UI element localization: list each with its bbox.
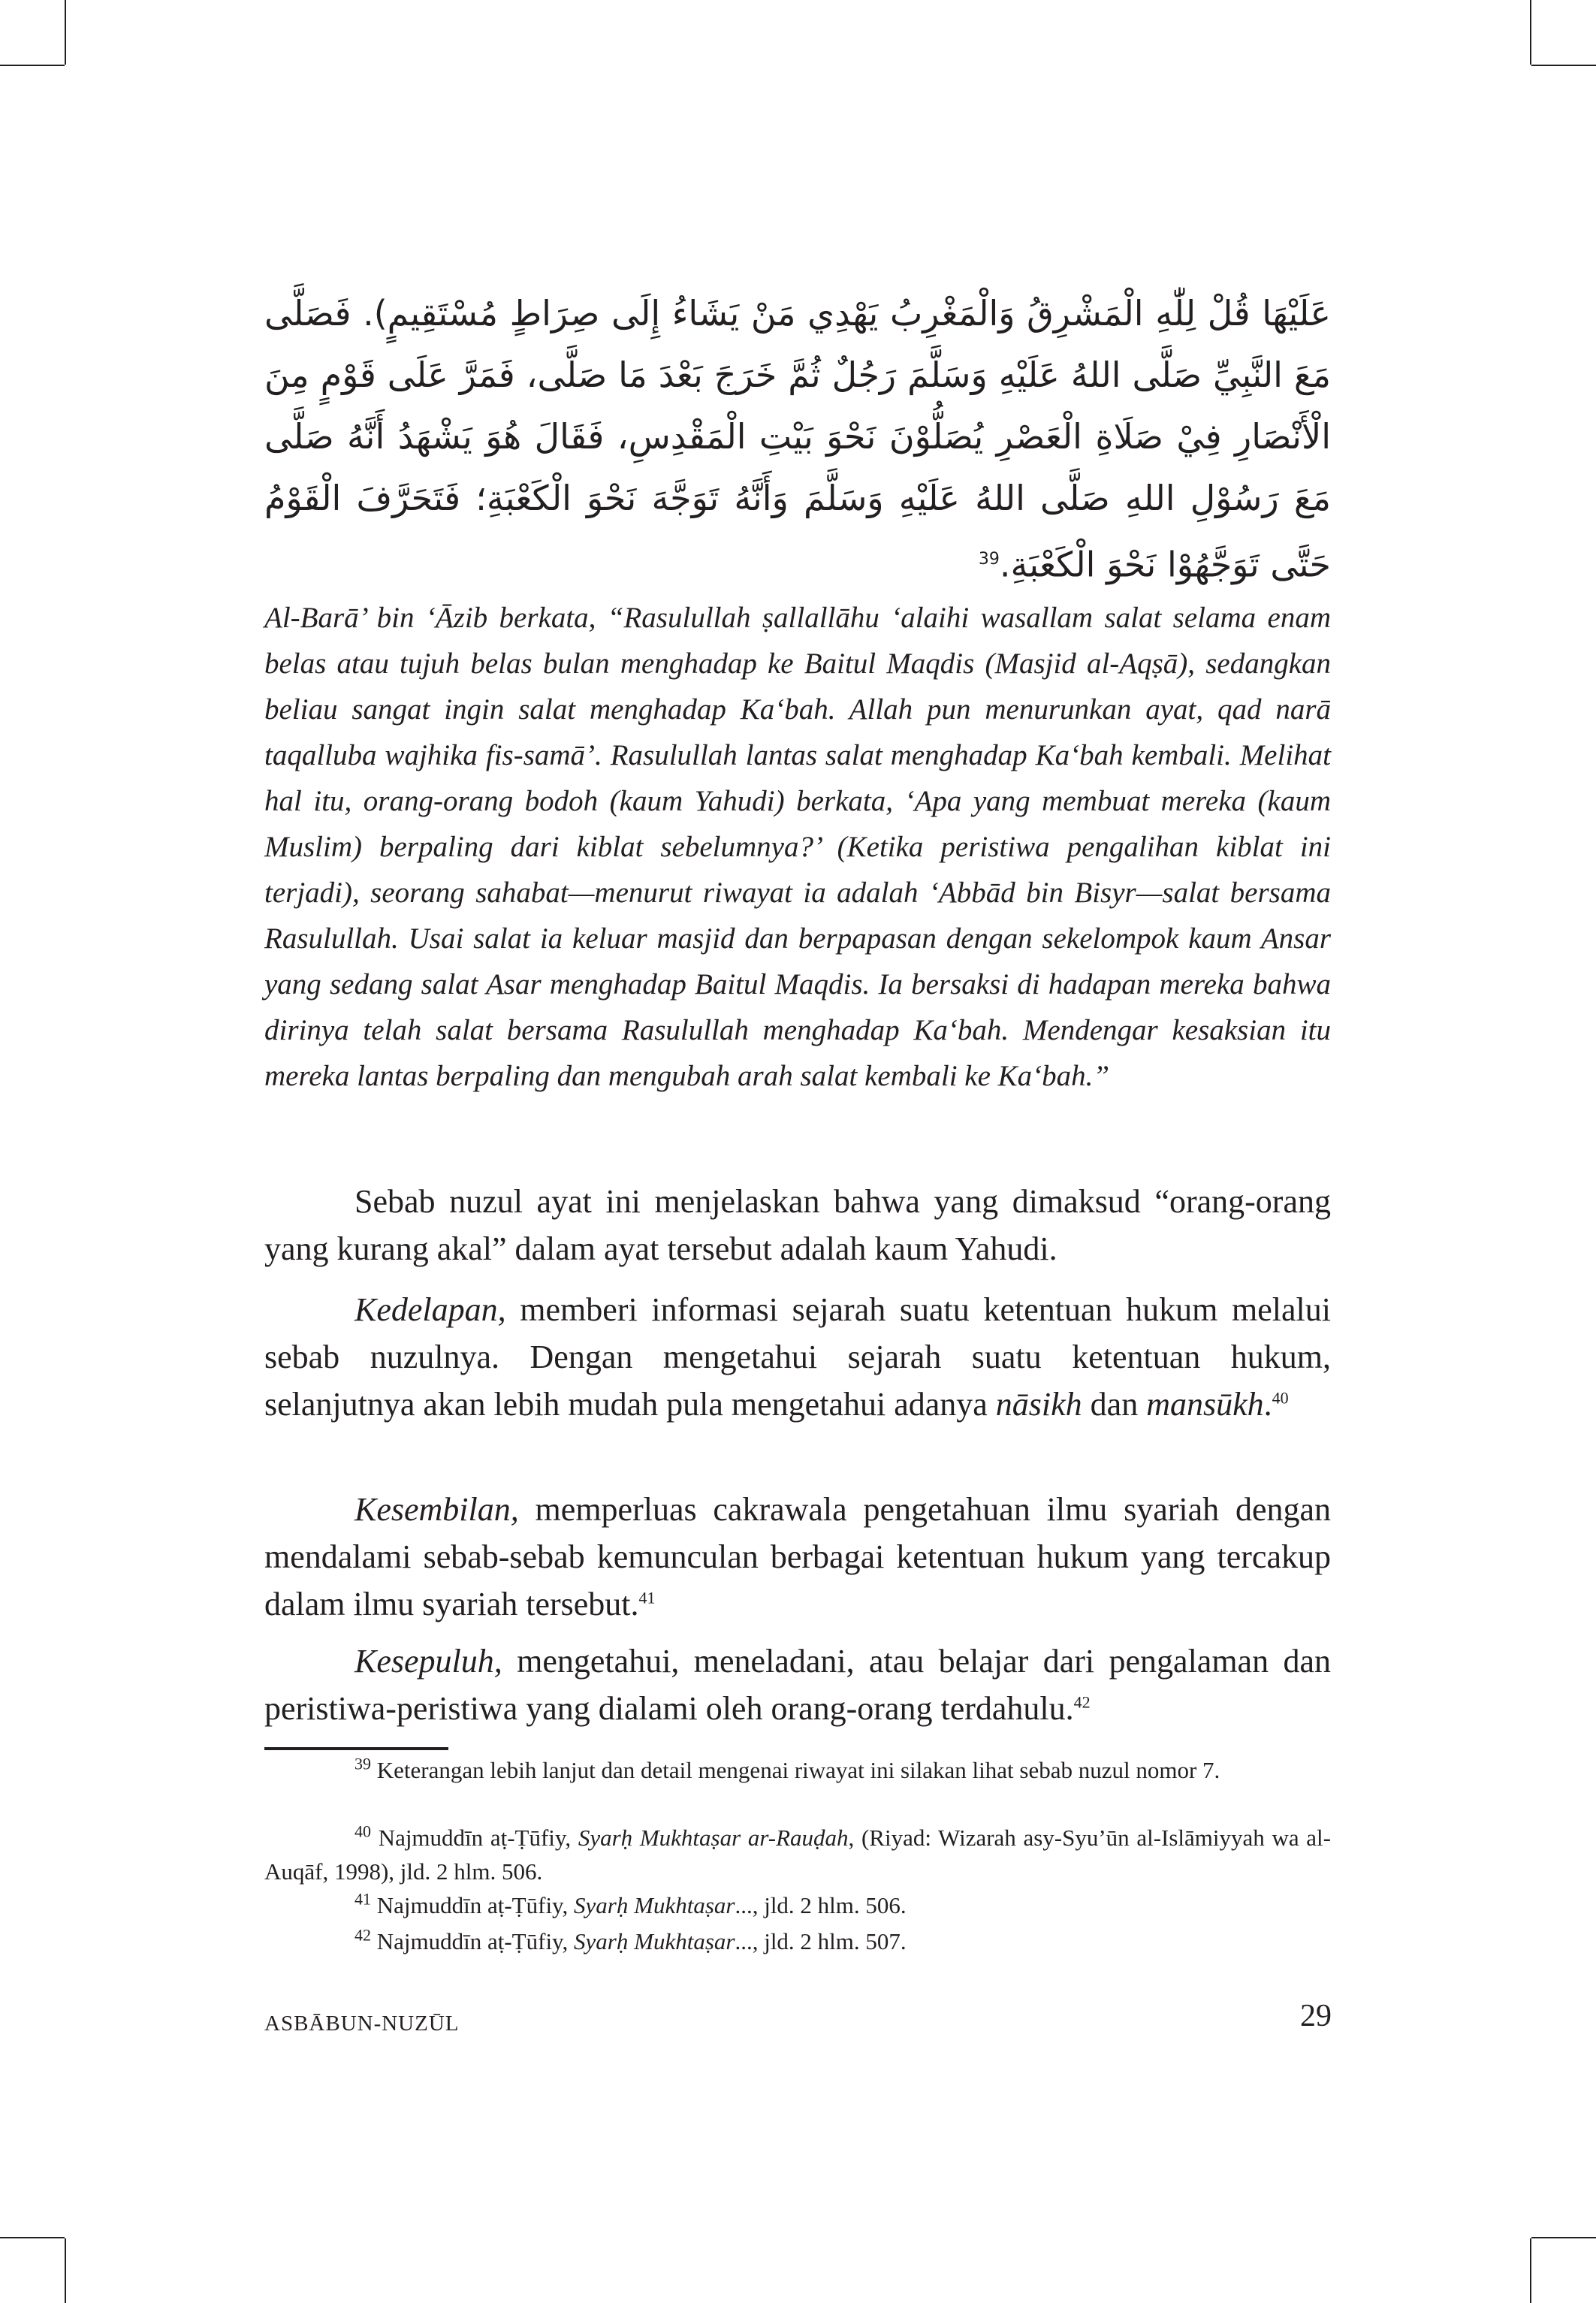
footnote-book-title: Syarḥ Mukhtaṣar bbox=[574, 1892, 735, 1918]
footnote-number: 39 bbox=[354, 1754, 371, 1773]
footnote-text: Najmuddīn aṭ-Ṭūfiy, bbox=[371, 1892, 575, 1918]
footnote-ref-39: 39 bbox=[978, 550, 1000, 569]
footnote-text: Keterangan lebih lanjut dan detail mengenai riwayat ini silakan lihat sebab nuzul nomor 7. bbox=[371, 1757, 1220, 1783]
crop-mark bbox=[1530, 2238, 1531, 2303]
crop-mark bbox=[65, 2238, 66, 2303]
paragraph-sebab-nuzul bbox=[264, 1178, 1331, 1272]
crop-mark bbox=[0, 2237, 65, 2238]
footnote-text: , (Riyad: Wizarah asy-Syu’ūn al-Islāmiyyah wa al-Auqāf, 1998), jld. 2 hlm. 506. bbox=[264, 1825, 1331, 1885]
footnote-ref-42: 42 bbox=[1073, 1692, 1091, 1712]
footnote-40 bbox=[264, 1821, 1331, 1888]
paragraph-text: Sebab nuzul ayat ini menjelaskan bahwa yang dimaksud “orang-orang yang kurang akal” dalam ayat tersebut adalah kaum Yahudi. bbox=[264, 1183, 1331, 1267]
hadith-translation: Al-Barā’ bin ‘Āzib berkata, “Rasulullah ṣallallāhu ‘alaihi wasallam salat selama enam belas atau tujuh belas bulan menghadap ke Baitul Maqdis (Masjid al-Aqṣā), sedangkan beliau sangat ingin salat menghadap Ka‘bah. Allah pun menurunkan ayat, qad narā taqalluba wajhika fis-samā’. Rasulullah lantas salat menghadap Ka‘bah kembali. Melihat hal itu, orang-orang bodoh (kaum Yahudi) berkata, ‘Apa yang membuat mereka (kaum Muslim) berpaling dari kiblat sebelumnya?’ (Ketika peristiwa pengalihan kiblat ini terjadi), seorang sahabat—menurut riwayat ia adalah ‘Abbād bin Bisyr—salat bersama Rasulullah. Usai salat ia keluar masjid dan berpapasan dengan sekelompok kaum Ansar yang sedang salat Asar menghadap Baitul Maqdis. Ia bersaksi di hadapan mereka bahwa dirinya telah salat bersama Rasulullah menghadap Ka‘bah. Mendengar kesaksian itu mereka lantas berpaling dan mengubah arah salat kembali ke Ka‘bah.” bbox=[264, 602, 1331, 1092]
paragraph-text: dan bbox=[1082, 1386, 1147, 1423]
paragraph-text: mengetahui, meneladani, atau belajar dari pengalaman dan peristiwa-peristiwa yang dialami oleh orang-orang terdahulu. bbox=[264, 1643, 1331, 1727]
paragraph-kesepuluh bbox=[264, 1637, 1331, 1732]
arabic-text: عَلَيْهَا قُلْ لِلّٰهِ الْمَشْرِقُ وَالْمَغْرِبُ يَهْدِي مَنْ يَشَاءُ إِلَى صِرَاطٍ مُسْتَقِيمٍ). فَصَلَّى مَعَ النَّبِيِّ صَلَّى اللهُ عَلَيْهِ وَسَلَّمَ رَجُلٌ ثُمَّ خَرَجَ بَعْدَ مَا صَلَّى، فَمَرَّ عَلَى قَوْمٍ مِنَ الْأَنْصَارِ فِيْ صَلَاةِ الْعَصْرِ يُصَلُّوْنَ نَحْوَ بَيْتِ الْمَقْدِسِ، فَقَالَ هُوَ يَشْهَدُ أَنَّهُ صَلَّى مَعَ رَسُوْلِ اللهِ صَلَّى اللهُ عَلَيْهِ وَسَلَّمَ وَأَنَّهُ تَوَجَّهَ نَحْوَ الْكَعْبَةِ؛ فَتَحَرَّفَ الْقَوْمُ حَتَّى تَوَجَّهُوْا نَحْوَ الْكَعْبَةِ. bbox=[264, 293, 1331, 585]
crop-mark bbox=[1530, 0, 1531, 65]
term-nasikh: nāsikh bbox=[995, 1386, 1082, 1423]
footnote-number: 42 bbox=[354, 1925, 371, 1945]
paragraph-text: memperluas cakrawala pengetahuan ilmu syariah dengan mendalami sebab-sebab kemunculan berbagai ketentuan hukum yang tercakup dalam ilmu syariah tersebut. bbox=[264, 1491, 1331, 1622]
footnote-book-title: Syarḥ Mukhtaṣar ar-Rauḍah bbox=[578, 1825, 849, 1851]
paragraph-lead: Kesepuluh, bbox=[354, 1643, 502, 1680]
term-mansukh: mansūkh bbox=[1146, 1386, 1264, 1423]
footnote-ref-41: 41 bbox=[638, 1588, 656, 1607]
paragraph-text: memberi informasi sejarah suatu ketentuan hukum melalui sebab nuzulnya. Dengan mengetahui sejarah suatu ketentuan hukum, selanjutnya akan lebih mudah pula mengetahui adanya bbox=[264, 1291, 1331, 1423]
paragraph-kedelapan bbox=[264, 1286, 1331, 1428]
crop-mark bbox=[1531, 65, 1596, 66]
footnote-book-title: Syarḥ Mukhtaṣar bbox=[574, 1928, 735, 1954]
footnote-42 bbox=[264, 1924, 1331, 1958]
footnote-divider bbox=[264, 1747, 448, 1750]
paragraph-kesembilan bbox=[264, 1486, 1331, 1628]
footnote-number: 40 bbox=[354, 1822, 371, 1841]
footnote-41 bbox=[264, 1888, 1331, 1922]
arabic-hadith-text bbox=[264, 282, 1331, 595]
page-number: 29 bbox=[1300, 1999, 1332, 2033]
paragraph-text: . bbox=[1263, 1386, 1272, 1423]
footnote-number: 41 bbox=[354, 1889, 371, 1909]
footnote-ref-40: 40 bbox=[1272, 1388, 1289, 1408]
running-title: ASBĀBUN-NUZŪL bbox=[264, 2012, 460, 2036]
footnote-text: Najmuddīn aṭ-Ṭūfiy, bbox=[371, 1825, 578, 1851]
footnote-text: ..., jld. 2 hlm. 507. bbox=[735, 1928, 907, 1954]
paragraph-lead: Kesembilan, bbox=[354, 1491, 519, 1528]
paragraph-lead: Kedelapan, bbox=[354, 1291, 506, 1328]
footnote-text: ..., jld. 2 hlm. 506. bbox=[735, 1892, 907, 1918]
crop-mark bbox=[1531, 2237, 1596, 2238]
crop-mark bbox=[65, 0, 66, 65]
footnote-text: Najmuddīn aṭ-Ṭūfiy, bbox=[371, 1928, 575, 1954]
crop-mark bbox=[0, 65, 65, 66]
footnote-39 bbox=[264, 1753, 1331, 1787]
